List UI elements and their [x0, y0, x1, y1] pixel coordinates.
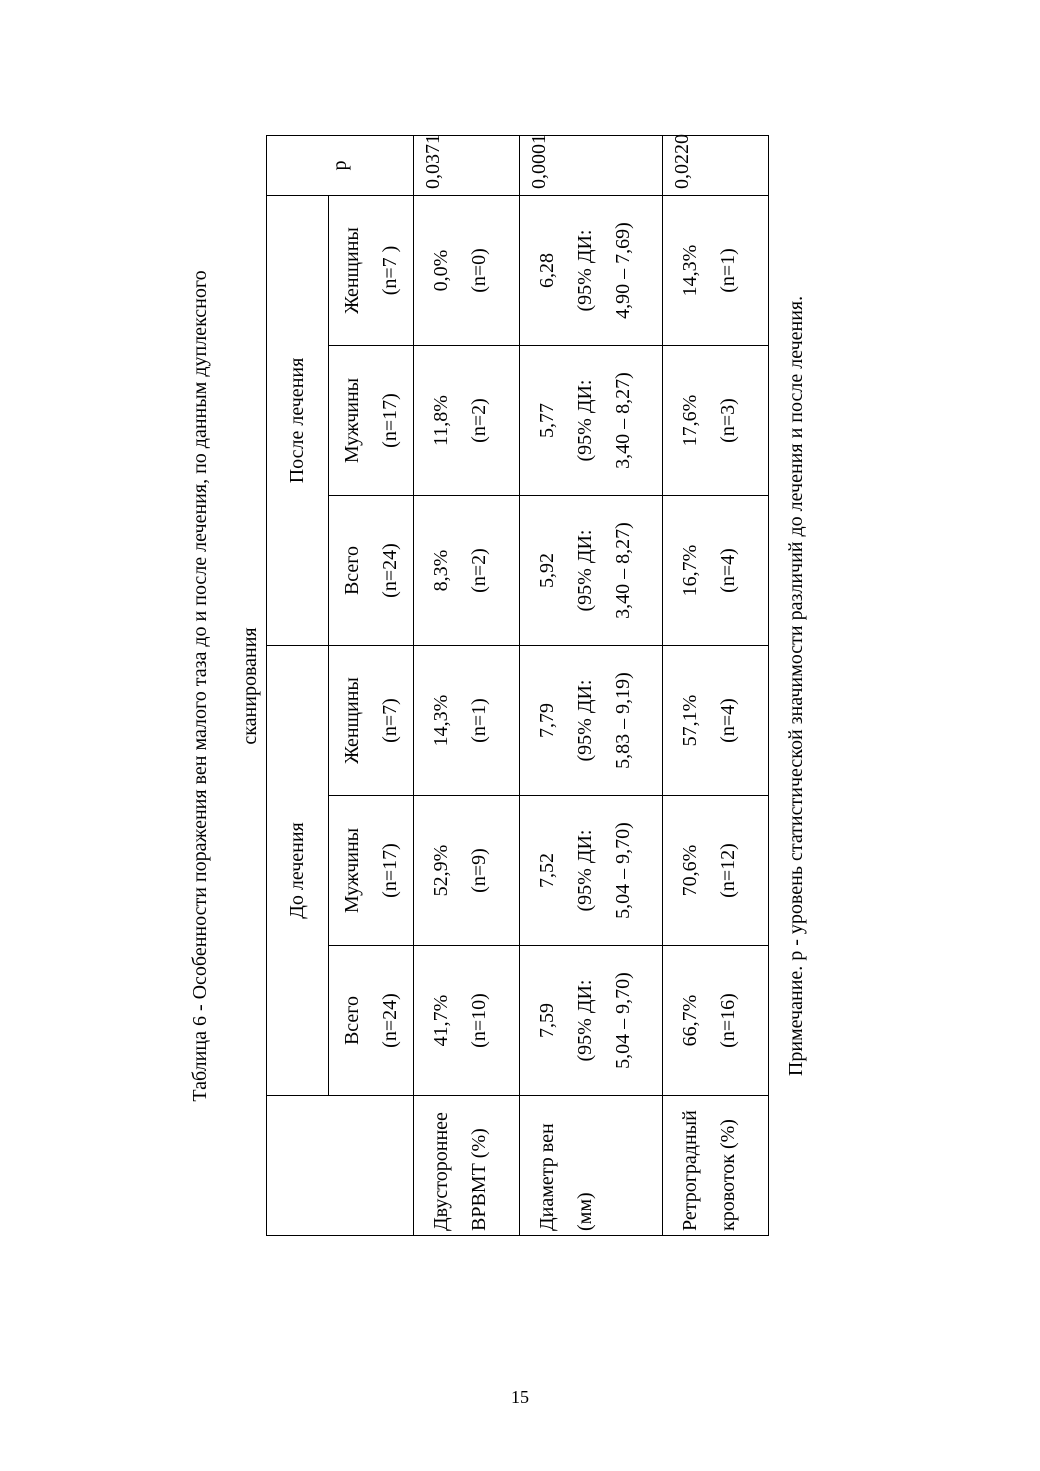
value-line: (n=9) — [468, 848, 490, 893]
value-line: (95% ДИ: — [574, 829, 596, 912]
value-cell — [414, 946, 520, 1096]
value-cell — [663, 796, 769, 946]
subheader-cell — [329, 946, 414, 1096]
value-line: 5,04 – 9,70) — [612, 822, 634, 919]
value-line: (n=4) — [717, 548, 739, 593]
value-line: 5,92 — [536, 553, 558, 588]
value-cell — [414, 195, 520, 345]
value-line: (n=4) — [717, 698, 739, 743]
page-number: 15 — [511, 1387, 529, 1407]
value-line: 14,3% — [679, 244, 701, 297]
row-label-line: (мм) — [574, 1192, 596, 1231]
value-line: 3,40 – 8,27) — [612, 372, 634, 469]
value-line: 57,1% — [679, 694, 701, 747]
row-label-line: Ретроградный — [679, 1110, 701, 1231]
value-line: (n=12) — [717, 843, 739, 898]
value-line: 52,9% — [430, 844, 452, 897]
value-line: (n=16) — [717, 993, 739, 1048]
value-line: 3,40 – 8,27) — [612, 522, 634, 619]
value-line: (95% ДИ: — [574, 529, 596, 612]
value-line: (95% ДИ: — [574, 229, 596, 312]
subheader-name: Всего — [341, 995, 363, 1046]
subheader-cell — [329, 346, 414, 496]
value-line: (95% ДИ: — [574, 679, 596, 762]
value-line: (n=0) — [468, 248, 490, 293]
subheader-cell — [329, 646, 414, 796]
value-cell — [663, 195, 769, 345]
caption-line-1: Таблица 6 - Особенности поражения вен малого таза до и после лечения, по данным дуплексного — [189, 270, 211, 1102]
value-line: 7,59 — [536, 1003, 558, 1038]
subheader-n: (n=7) — [379, 698, 401, 743]
value-line: (n=2) — [468, 398, 490, 443]
subheader-n: (n=24) — [379, 543, 401, 598]
value-line: (95% ДИ: — [574, 979, 596, 1062]
value-line: (n=10) — [468, 993, 490, 1048]
value-line: 5,83 – 9,19) — [612, 672, 634, 769]
subheader-cell — [329, 796, 414, 946]
table-row — [414, 135, 520, 1235]
results-table — [266, 135, 769, 1236]
row-label — [414, 1096, 520, 1236]
p-value-cell: 0,0371 — [414, 135, 520, 195]
group-header-after: После лечения — [267, 195, 329, 645]
header-row-groups — [267, 135, 329, 1235]
value-line: (n=3) — [717, 398, 739, 443]
value-cell — [520, 346, 663, 496]
value-line: (n=1) — [468, 698, 490, 743]
caption-line-2: сканирования — [239, 627, 261, 745]
rotated-table-block — [188, 133, 808, 1236]
value-line: 70,6% — [679, 844, 701, 897]
value-cell — [520, 946, 663, 1096]
subheader-cell — [329, 195, 414, 345]
subheader-name: Мужчины — [341, 827, 363, 914]
p-header: p — [267, 135, 414, 195]
subheader-name: Мужчины — [341, 377, 363, 464]
value-line: 4,90 – 7,69) — [612, 222, 634, 319]
row-label-line: кровоток (%) — [717, 1119, 739, 1231]
value-line: (n=1) — [717, 248, 739, 293]
header-row-subgroups — [329, 135, 414, 1235]
value-cell — [414, 646, 520, 796]
value-cell — [414, 346, 520, 496]
group-header-before: До лечения — [267, 646, 329, 1096]
value-cell — [414, 796, 520, 946]
table-row — [520, 135, 663, 1235]
value-line: 6,28 — [536, 253, 558, 288]
subheader-name: Всего — [341, 545, 363, 596]
table-note: Примечание. p - уровень статистической значимости различий до лечения и после лечения. — [785, 295, 807, 1077]
corner-cell — [267, 1096, 414, 1236]
value-line: 5,04 – 9,70) — [612, 972, 634, 1069]
value-cell — [520, 496, 663, 646]
value-cell — [663, 646, 769, 796]
row-label-line: ВРВМТ (%) — [468, 1128, 490, 1231]
row-label-line: Двустороннее — [430, 1112, 452, 1231]
subheader-n: (n=17) — [379, 843, 401, 898]
value-cell — [663, 946, 769, 1096]
value-line: 8,3% — [430, 549, 452, 592]
value-line: 7,79 — [536, 703, 558, 738]
value-line: (95% ДИ: — [574, 379, 596, 462]
row-label — [663, 1096, 769, 1236]
p-value-cell: 0,0001 — [520, 135, 663, 195]
value-line: 0,0% — [430, 249, 452, 292]
subheader-name: Женщины — [341, 227, 363, 314]
subheader-name: Женщины — [341, 677, 363, 764]
value-line: 41,7% — [430, 994, 452, 1047]
subheader-n: (n=7 ) — [379, 245, 401, 296]
value-cell — [520, 195, 663, 345]
row-label-line: Диаметр вен — [536, 1123, 558, 1231]
p-value-cell: 0,0220 — [663, 135, 769, 195]
value-cell — [414, 496, 520, 646]
value-cell — [663, 346, 769, 496]
value-line: 5,77 — [536, 403, 558, 438]
value-line: 16,7% — [679, 544, 701, 597]
subheader-n: (n=24) — [379, 993, 401, 1048]
value-cell — [520, 646, 663, 796]
value-cell — [520, 796, 663, 946]
value-line: (n=2) — [468, 548, 490, 593]
subheader-n: (n=17) — [379, 393, 401, 448]
value-line: 66,7% — [679, 994, 701, 1047]
table-row — [663, 135, 769, 1235]
value-line: 14,3% — [430, 694, 452, 747]
row-label — [520, 1096, 663, 1236]
value-cell — [663, 496, 769, 646]
value-line: 7,52 — [536, 853, 558, 888]
subheader-cell — [329, 496, 414, 646]
value-line: 11,8% — [430, 395, 452, 446]
value-line: 17,6% — [679, 394, 701, 447]
